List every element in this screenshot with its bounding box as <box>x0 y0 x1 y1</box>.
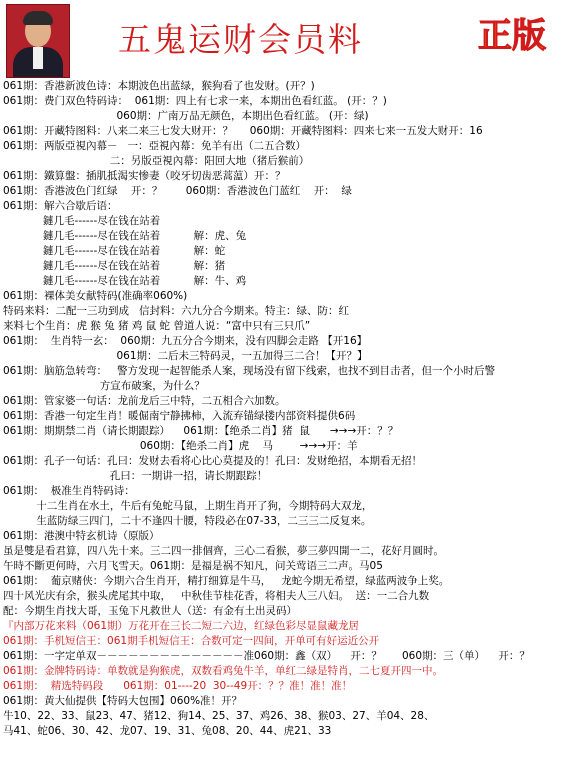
page-header <box>0 0 575 78</box>
content-line: 060期：【绝杀二肖】虎 马 →→→开：羊 <box>3 440 358 452</box>
content-line: 061期：手机短信王：061期手机短信王：合数可定一四间，开单可有好运近公开 <box>3 635 380 647</box>
author-photo <box>6 4 70 78</box>
content-line: 061期：二后未三特码灵，一五加得三二合！【开？】 <box>3 350 368 362</box>
content-line: 牛10、22、33、鼠23、47、猪12、狗14、25、37、鸡26、38、猴03、27、羊04、28、 <box>3 710 435 722</box>
content-line: 061期：开藏特图料：八来二来三七发大财开：？ 060期：开藏特图料：四来七来一五发大财开：16 <box>3 125 483 137</box>
content-line: 四十风光庆有余，猴头虎尾其中取， 中秋佳节桂花香，将相夫人三八妇。 送：一二合九数 <box>3 590 430 602</box>
content-line: 061期：孔子一句话：孔曰：发财去看将心比心莫提及的！孔曰：发财绝招，本期看无招！ <box>3 455 423 467</box>
content-line: 鏈几毛------尽在钱在站着 <box>3 215 161 227</box>
content-line: 061期： 葡京赌侠：今期六合生肖开，精打细算是牛马， 龙蛇今期无希望，绿蓝两波争上奖。 <box>3 575 450 587</box>
content-line: 鏈几毛------尽在钱在站着 解：蛇 <box>3 245 226 257</box>
content-line: 二：另版亞視內幕：阳回大地（猪后猴前） <box>3 155 310 167</box>
content-line: 061期：两版亞視內幕－ 一：亞視內幕：免羊有出（二五合数） <box>3 140 307 152</box>
page-title: 五鬼运财会员料 <box>118 20 363 59</box>
content-line: 061期：脑筋急转弯： 警方发现一起智能杀人案，现场没有留下线索，也找不到目击者，但一个小时后警 <box>3 365 496 377</box>
content-line: 061期：香港波色门红绿 开：？ 060期：香港波色门蓝红 开： 绿 <box>3 185 352 197</box>
content-line: 午時不斷更何時，六月飞雪天。061期：是福是祸不知凡，问关莺语三二声。马05 <box>3 560 383 572</box>
content-line: 061期：港澳中特玄机诗（原版） <box>3 530 160 542</box>
photo-hair <box>23 11 53 25</box>
content-line: 方宣布破案，为什么？ <box>3 380 205 392</box>
content-line: 『内部万花来料（061期）万花开在三长二短二六边，红绿色彩尽显鼠藏龙居 <box>3 620 360 632</box>
content-line: 十二生肖在水土，牛后有兔蛇马鼠，上期生肖开了狗，今期特码大双龙， <box>3 500 373 512</box>
content-line: 061期：金牌特码诗：单数就是狗猴虎，双数看鸡兔牛羊，单红二绿是特肖，二七夏开四一中。 <box>3 665 444 677</box>
content-line: 061期：费门双色特码诗： 061期：四上有七求一来，本期出色看红蓝。 (开：？) <box>3 95 387 107</box>
content-line: 鏈几毛------尽在钱在站着 解：牛、鸡 <box>3 275 247 287</box>
content-line: 060期：广南万品无颜色，本期出色看红蓝。 (开：绿) <box>3 110 369 122</box>
content-line: 061期：香港一句定生肖！暖倔南宁静拂柿，入流弃锚绿搂内部资料提供6码 <box>3 410 356 422</box>
content-line: 061期： 精选特码段 061期：01----20 30--49开：？？准！准！准！ <box>3 680 353 692</box>
content-list <box>3 79 573 739</box>
content-line: 鏈几毛------尽在钱在站着 解：猪 <box>3 260 226 272</box>
content-line: 061期：解六合歇后语： <box>3 200 118 212</box>
content-line: 061期：一字定单双－－－－－－－－－－－－－－准060期：鑫（双） 开：？ 060期：三（单） 开：？ <box>3 650 530 662</box>
content-line: 鏈几毛------尽在钱在站着 解：虎、兔 <box>3 230 247 242</box>
content-line: 生蓝防绿三四门，二十不逢四十腰，特段必在07-33，二三三二反复来。 <box>3 515 372 527</box>
content-line: 061期：黄大仙提供【特码大包围】060%准！开？ <box>3 695 243 707</box>
content-line: 061期：期期禁二肖（请长期跟踪） 061期：【绝杀二肖】猪 鼠 →→→开：？？ <box>3 425 399 437</box>
content-line: 061期： 极准生肖特码诗： <box>3 485 135 497</box>
content-line: 061期：裸体美女献特码(准确率060%) <box>3 290 188 302</box>
photo-shirt <box>33 47 43 69</box>
genuine-stamp: 正版 <box>478 16 546 56</box>
content-line: 马41、蛇06、30、42、龙07、19、31、兔08、20、44、虎21、33 <box>3 725 332 737</box>
content-line: 虽是雙是看君算，四八先十来。三二四一排個齊，三心二看猴，夢三夢四開一二，花好月圓时。 <box>3 545 444 557</box>
content-line: 061期： 生肖特一玄： 060期：九五分合今期来，没有四脚会走路 【开16】 <box>3 335 368 347</box>
content-line: 061期：管家婆一句话：龙前龙后三中特，二五相合六加数。 <box>3 395 286 407</box>
content-line: 配：今期生肖找大哥，玉兔下凡救世人（送：有金有土出灵码） <box>3 605 297 617</box>
content-line: 来料七个生肖：虎 猴 兔 猪 鸡 鼠 蛇 曾道人说：“富中只有三只爪” <box>3 320 311 332</box>
content-line: 特码来料：二配一三功到成 信封料：六九分合今期来。特主：绿、防：红 <box>3 305 350 317</box>
content-line: 孔曰：一期讲一招，请长期跟踪！ <box>3 470 268 482</box>
content-line: 061期：鐵算盤：插肌抵渴实惨妻（咬牙切齿恶蒿蕰）开：？ <box>3 170 286 182</box>
content-line: 061期：香港新波色诗：本期波色出蓝绿，猴狗看了也发财。(开？) <box>3 80 315 92</box>
